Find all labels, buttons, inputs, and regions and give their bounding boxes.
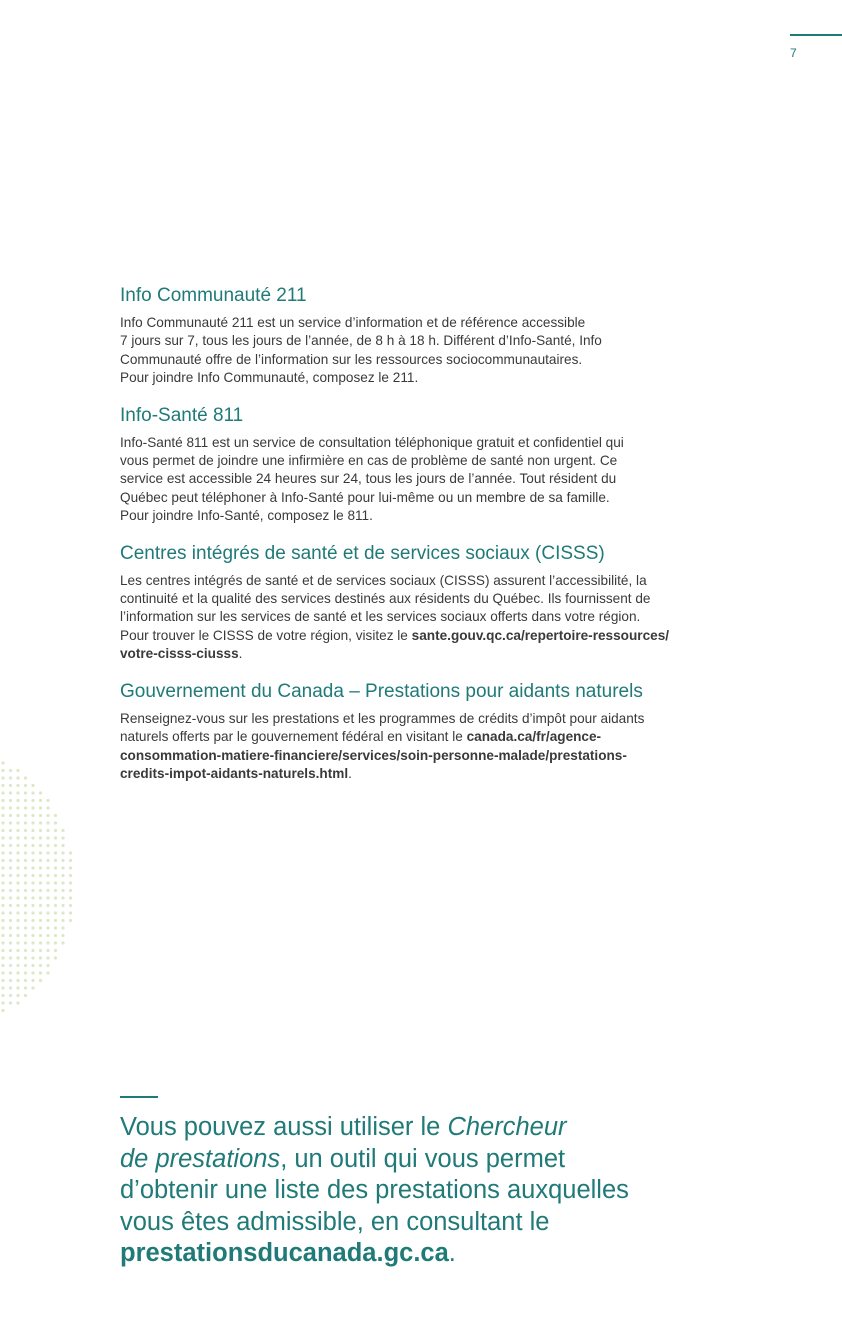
pattern-dot bbox=[9, 821, 12, 824]
section-body: Renseignez-vous sur les prestations et les programmes de crédits d’impôt pour aidants naturels offerts par le gouvernement fédéral en visitant le canada.ca/fr/agence- consommation-matiere-financiere/services/soin-personne-malade/prestations- credits-impot-aidants-naturels.html. bbox=[120, 710, 645, 781]
pattern-dot bbox=[16, 971, 19, 974]
pattern-dot bbox=[24, 851, 27, 854]
pattern-dot bbox=[1, 829, 4, 832]
pattern-dot bbox=[16, 836, 19, 839]
pattern-dot bbox=[61, 844, 64, 847]
pattern-dot bbox=[9, 919, 12, 922]
pattern-dot bbox=[9, 859, 12, 862]
pattern-dot bbox=[46, 874, 49, 877]
pattern-dot bbox=[16, 874, 19, 877]
pattern-dot bbox=[16, 776, 19, 779]
pattern-dot bbox=[16, 904, 19, 907]
pattern-dot bbox=[46, 859, 49, 862]
pattern-dot bbox=[54, 844, 57, 847]
pattern-dot bbox=[31, 859, 34, 862]
pattern-dot bbox=[1, 776, 4, 779]
pattern-dot bbox=[46, 926, 49, 929]
pattern-dot bbox=[24, 806, 27, 809]
pattern-dot bbox=[31, 881, 34, 884]
pattern-dot bbox=[24, 881, 27, 884]
pattern-dot bbox=[9, 874, 12, 877]
section-title: Gouvernement du Canada – Prestations pour aidants naturels bbox=[120, 680, 643, 702]
pattern-dot bbox=[31, 964, 34, 967]
pattern-dot bbox=[9, 1001, 12, 1004]
pattern-dot bbox=[9, 896, 12, 899]
pattern-dot bbox=[31, 926, 34, 929]
pattern-dot bbox=[24, 964, 27, 967]
pattern-dot bbox=[39, 836, 42, 839]
pattern-dot bbox=[1, 851, 4, 854]
pattern-dot bbox=[46, 919, 49, 922]
pattern-dot bbox=[54, 851, 57, 854]
pattern-dot bbox=[24, 994, 27, 997]
pattern-dot bbox=[31, 889, 34, 892]
pattern-dot bbox=[1, 814, 4, 817]
page-number: 7 bbox=[790, 46, 797, 60]
pattern-dot bbox=[9, 986, 12, 989]
pattern-dot bbox=[1, 866, 4, 869]
pattern-dot bbox=[39, 821, 42, 824]
pattern-dot bbox=[61, 836, 64, 839]
pattern-dot bbox=[46, 971, 49, 974]
pattern-dot bbox=[16, 934, 19, 937]
pattern-dot bbox=[39, 859, 42, 862]
pattern-dot bbox=[46, 866, 49, 869]
pattern-dot bbox=[39, 814, 42, 817]
pattern-dot bbox=[1, 896, 4, 899]
pattern-dot bbox=[31, 956, 34, 959]
pattern-dot bbox=[16, 829, 19, 832]
pattern-dot bbox=[1, 986, 4, 989]
pattern-dot bbox=[1, 859, 4, 862]
pattern-dot bbox=[69, 881, 72, 884]
section-body: Les centres intégrés de santé et de services sociaux (CISSS) assurent l’accessibilité, la continuité et la qualité des services destinés aux résidents du Québec. Ils fournissent de l’information sur les services de santé et les services sociaux offerts dans votre région. Pour trouver le CISSS de votre région, visitez le sante.gouv.qc.ca/repertoire-ressources/ votre-cisss-ciusss. bbox=[120, 572, 670, 662]
pattern-dot bbox=[54, 821, 57, 824]
main-content bbox=[120, 284, 740, 799]
pattern-dot bbox=[1, 844, 4, 847]
pattern-dot bbox=[24, 949, 27, 952]
section-title: Info Communauté 211 bbox=[120, 285, 307, 306]
pattern-dot bbox=[61, 889, 64, 892]
pattern-dot bbox=[16, 791, 19, 794]
pattern-dot bbox=[24, 829, 27, 832]
pattern-dot bbox=[69, 889, 72, 892]
pattern-dot bbox=[1, 971, 4, 974]
pattern-dot bbox=[24, 934, 27, 937]
pattern-dot bbox=[9, 814, 12, 817]
pattern-dot bbox=[16, 896, 19, 899]
pattern-dot bbox=[24, 904, 27, 907]
pattern-dot bbox=[1, 874, 4, 877]
pattern-dot bbox=[24, 859, 27, 862]
pattern-dot bbox=[46, 836, 49, 839]
pattern-dot bbox=[9, 829, 12, 832]
pattern-dot bbox=[46, 934, 49, 937]
cisss-link[interactable]: sante.gouv.qc.ca/repertoire-ressources/ bbox=[411, 627, 670, 643]
pattern-dot bbox=[31, 919, 34, 922]
pattern-dot bbox=[9, 956, 12, 959]
pattern-dot bbox=[31, 874, 34, 877]
pattern-dot bbox=[16, 851, 19, 854]
pattern-dot bbox=[54, 866, 57, 869]
pattern-dot bbox=[54, 919, 57, 922]
decorative-dot-pattern bbox=[0, 745, 80, 1030]
pattern-dot bbox=[31, 911, 34, 914]
pattern-dot bbox=[46, 851, 49, 854]
pattern-dot bbox=[61, 829, 64, 832]
pattern-dot bbox=[24, 844, 27, 847]
pattern-dot bbox=[31, 821, 34, 824]
pattern-dot bbox=[69, 911, 72, 914]
pattern-dot bbox=[39, 829, 42, 832]
pattern-dot bbox=[39, 896, 42, 899]
pattern-dot bbox=[16, 949, 19, 952]
pattern-dot bbox=[31, 979, 34, 982]
pattern-dot bbox=[16, 1001, 19, 1004]
pattern-dot bbox=[61, 881, 64, 884]
pattern-dot bbox=[54, 881, 57, 884]
pattern-dot bbox=[46, 806, 49, 809]
pattern-dot bbox=[54, 896, 57, 899]
pattern-dot bbox=[31, 986, 34, 989]
pattern-dot bbox=[1, 994, 4, 997]
pattern-dot bbox=[31, 866, 34, 869]
pattern-dot bbox=[31, 851, 34, 854]
pattern-dot bbox=[31, 896, 34, 899]
pattern-dot bbox=[61, 934, 64, 937]
pattern-dot bbox=[39, 904, 42, 907]
pattern-dot bbox=[1, 979, 4, 982]
pattern-dot bbox=[9, 881, 12, 884]
pattern-dot bbox=[24, 956, 27, 959]
pattern-dot bbox=[61, 919, 64, 922]
pattern-dot bbox=[31, 829, 34, 832]
pattern-dot bbox=[9, 889, 12, 892]
pattern-dot bbox=[31, 934, 34, 937]
pattern-dot bbox=[39, 964, 42, 967]
section-cisss bbox=[120, 542, 740, 664]
section-title: Centres intégrés de santé et de services sociaux (CISSS) bbox=[120, 542, 605, 564]
pattern-dot bbox=[39, 791, 42, 794]
pattern-dot bbox=[16, 814, 19, 817]
pattern-dot bbox=[31, 844, 34, 847]
pattern-dot bbox=[24, 866, 27, 869]
pattern-dot bbox=[16, 859, 19, 862]
pattern-dot bbox=[9, 836, 12, 839]
pattern-dot bbox=[24, 889, 27, 892]
pattern-dot bbox=[1, 761, 4, 764]
pattern-dot bbox=[24, 776, 27, 779]
pattern-dot bbox=[16, 941, 19, 944]
pattern-dot bbox=[24, 821, 27, 824]
pattern-dot bbox=[9, 971, 12, 974]
pattern-dot bbox=[54, 934, 57, 937]
pattern-dot bbox=[9, 926, 12, 929]
pattern-dot bbox=[24, 986, 27, 989]
pattern-dot bbox=[54, 911, 57, 914]
pattern-dot bbox=[1, 806, 4, 809]
pattern-dot bbox=[31, 806, 34, 809]
pattern-dot bbox=[69, 851, 72, 854]
pattern-dot bbox=[46, 844, 49, 847]
pattern-dot bbox=[16, 926, 19, 929]
pattern-dot bbox=[46, 896, 49, 899]
pattern-dot bbox=[9, 994, 12, 997]
pattern-dot bbox=[39, 934, 42, 937]
pattern-dot bbox=[1, 1009, 4, 1012]
pattern-dot bbox=[9, 934, 12, 937]
pattern-dot bbox=[16, 844, 19, 847]
pattern-dot bbox=[54, 941, 57, 944]
pattern-dot bbox=[39, 979, 42, 982]
pattern-dot bbox=[54, 836, 57, 839]
pattern-dot bbox=[1, 836, 4, 839]
pattern-dot bbox=[69, 919, 72, 922]
pattern-dot bbox=[31, 971, 34, 974]
pattern-dot bbox=[61, 866, 64, 869]
pattern-dot bbox=[9, 904, 12, 907]
pattern-dot bbox=[1, 934, 4, 937]
pattern-dot bbox=[46, 821, 49, 824]
pattern-dot bbox=[39, 919, 42, 922]
pattern-dot bbox=[31, 941, 34, 944]
pattern-dot bbox=[54, 904, 57, 907]
pattern-dot bbox=[1, 1001, 4, 1004]
pattern-dot bbox=[1, 904, 4, 907]
pattern-dot bbox=[46, 911, 49, 914]
pattern-dot bbox=[16, 986, 19, 989]
callout-rule bbox=[120, 1096, 158, 1098]
pattern-dot bbox=[39, 971, 42, 974]
pattern-dot bbox=[54, 949, 57, 952]
pattern-dot bbox=[69, 874, 72, 877]
pattern-dot bbox=[54, 829, 57, 832]
pattern-dot bbox=[31, 814, 34, 817]
pattern-dot bbox=[24, 971, 27, 974]
pattern-dot bbox=[54, 814, 57, 817]
section-gouvernement-canada bbox=[120, 680, 740, 784]
pattern-dot bbox=[24, 979, 27, 982]
pattern-dot bbox=[1, 769, 4, 772]
pattern-dot bbox=[39, 866, 42, 869]
pattern-dot bbox=[61, 904, 64, 907]
pattern-dot bbox=[9, 791, 12, 794]
pattern-dot bbox=[9, 866, 12, 869]
callout-link[interactable]: prestationsducanada.gc.ca bbox=[120, 1239, 449, 1267]
pattern-dot bbox=[24, 911, 27, 914]
pattern-dot bbox=[61, 874, 64, 877]
pattern-dot bbox=[16, 799, 19, 802]
pattern-dot bbox=[1, 784, 4, 787]
pattern-dot bbox=[46, 956, 49, 959]
pattern-dot bbox=[16, 994, 19, 997]
pattern-dot bbox=[31, 949, 34, 952]
pattern-dot bbox=[24, 784, 27, 787]
pattern-dot bbox=[61, 911, 64, 914]
pattern-dot bbox=[69, 859, 72, 862]
pattern-dot bbox=[31, 904, 34, 907]
pattern-dot bbox=[24, 874, 27, 877]
pattern-dot bbox=[61, 859, 64, 862]
pattern-dot bbox=[1, 926, 4, 929]
pattern-dot bbox=[46, 949, 49, 952]
canada-link[interactable]: canada.ca/fr/agence- bbox=[466, 729, 602, 745]
pattern-dot bbox=[1, 821, 4, 824]
page-top-rule bbox=[790, 34, 842, 36]
pattern-dot bbox=[24, 919, 27, 922]
pattern-dot bbox=[54, 889, 57, 892]
pattern-dot bbox=[9, 949, 12, 952]
pattern-dot bbox=[1, 941, 4, 944]
pattern-dot bbox=[46, 799, 49, 802]
pattern-dot bbox=[16, 979, 19, 982]
pattern-dot bbox=[39, 806, 42, 809]
pattern-dot bbox=[1, 919, 4, 922]
pattern-dot bbox=[46, 904, 49, 907]
pattern-dot bbox=[39, 949, 42, 952]
pattern-dot bbox=[39, 956, 42, 959]
pattern-dot bbox=[1, 799, 4, 802]
pattern-dot bbox=[1, 881, 4, 884]
pattern-dot bbox=[1, 949, 4, 952]
pattern-dot bbox=[46, 829, 49, 832]
pattern-dot bbox=[39, 844, 42, 847]
pattern-dot bbox=[39, 881, 42, 884]
pattern-dot bbox=[1, 911, 4, 914]
pattern-dot bbox=[24, 836, 27, 839]
pattern-dot bbox=[69, 904, 72, 907]
pattern-dot bbox=[9, 979, 12, 982]
pattern-dot bbox=[9, 851, 12, 854]
pattern-dot bbox=[24, 941, 27, 944]
pattern-dot bbox=[46, 941, 49, 944]
pattern-dot bbox=[31, 784, 34, 787]
pattern-dot bbox=[61, 926, 64, 929]
pattern-dot bbox=[31, 791, 34, 794]
pattern-dot bbox=[9, 784, 12, 787]
pattern-dot bbox=[1, 889, 4, 892]
pattern-dot bbox=[24, 896, 27, 899]
pattern-dot bbox=[1, 791, 4, 794]
cisss-link-continued[interactable]: votre-cisss-ciusss bbox=[120, 646, 239, 662]
canada-link-continued[interactable]: consommation-matiere-financiere/services/soin-personne-malade/prestations- bbox=[120, 747, 627, 763]
pattern-dot bbox=[16, 919, 19, 922]
pattern-dot bbox=[9, 806, 12, 809]
pattern-dot bbox=[54, 926, 57, 929]
section-info-sante bbox=[120, 404, 740, 526]
pattern-dot bbox=[16, 784, 19, 787]
pattern-dot bbox=[31, 836, 34, 839]
pattern-dot bbox=[9, 964, 12, 967]
pattern-dot bbox=[54, 859, 57, 862]
pattern-dot bbox=[24, 926, 27, 929]
pattern-dot bbox=[61, 896, 64, 899]
pattern-dot bbox=[24, 791, 27, 794]
pattern-dot bbox=[69, 866, 72, 869]
pattern-dot bbox=[54, 874, 57, 877]
pattern-dot bbox=[1, 956, 4, 959]
pattern-dot bbox=[16, 964, 19, 967]
pattern-dot bbox=[46, 881, 49, 884]
pattern-dot bbox=[39, 889, 42, 892]
pattern-dot bbox=[31, 799, 34, 802]
pattern-dot bbox=[46, 964, 49, 967]
pattern-dot bbox=[39, 941, 42, 944]
pattern-dot bbox=[16, 889, 19, 892]
pattern-dot bbox=[9, 776, 12, 779]
pattern-dot bbox=[9, 941, 12, 944]
pattern-dot bbox=[46, 889, 49, 892]
section-body: Info-Santé 811 est un service de consultation téléphonique gratuit et confidentiel qui vous permet de joindre une infirmière en cas de problème de santé non urgent. Ce service est accessible 24 heures sur 24, tous les jours de l’année. Tout résident du Québec peut téléphoner à Info-Santé pour lui-même ou un membre de sa famille. Pour joindre Info-Santé, composez le 811. bbox=[120, 434, 624, 524]
pattern-dot bbox=[9, 769, 12, 772]
pattern-dot bbox=[24, 814, 27, 817]
pattern-dot bbox=[1, 964, 4, 967]
pattern-dot bbox=[46, 814, 49, 817]
pattern-dot bbox=[16, 881, 19, 884]
pattern-dot bbox=[39, 911, 42, 914]
pattern-dot bbox=[9, 911, 12, 914]
pattern-dot bbox=[39, 799, 42, 802]
pattern-dot bbox=[61, 941, 64, 944]
pattern-dot bbox=[16, 769, 19, 772]
section-body: Info Communauté 211 est un service d’information et de référence accessible 7 jours sur 7, tous les jours de l’année, de 8 h à 18 h. Différent d’Info-Santé, Info Communauté offre de l’information sur les ressources sociocommunautaires. Pour joindre Info Communauté, composez le 211. bbox=[120, 315, 602, 386]
section-title: Info-Santé 811 bbox=[120, 404, 244, 426]
pattern-dot bbox=[61, 851, 64, 854]
pattern-dot bbox=[39, 926, 42, 929]
canada-link-end[interactable]: credits-impot-aidants-naturels.html bbox=[120, 765, 349, 781]
callout-text: Vous pouvez aussi utiliser le Chercheur de prestations, un outil qui vous permet d’obtenir une liste des prestations auxquelles vous êtes admissible, en consultant le prestationsducanada.gc.ca. bbox=[120, 1113, 629, 1267]
pattern-dot bbox=[24, 799, 27, 802]
pattern-dot bbox=[39, 851, 42, 854]
pattern-dot bbox=[9, 799, 12, 802]
section-info-communaute bbox=[120, 284, 740, 388]
pattern-dot bbox=[9, 844, 12, 847]
pattern-dot bbox=[69, 896, 72, 899]
pattern-dot bbox=[16, 806, 19, 809]
pattern-dot bbox=[16, 956, 19, 959]
pattern-dot bbox=[16, 911, 19, 914]
pattern-dot bbox=[54, 956, 57, 959]
pattern-dot bbox=[39, 874, 42, 877]
pattern-dot bbox=[16, 866, 19, 869]
pattern-dot bbox=[16, 821, 19, 824]
